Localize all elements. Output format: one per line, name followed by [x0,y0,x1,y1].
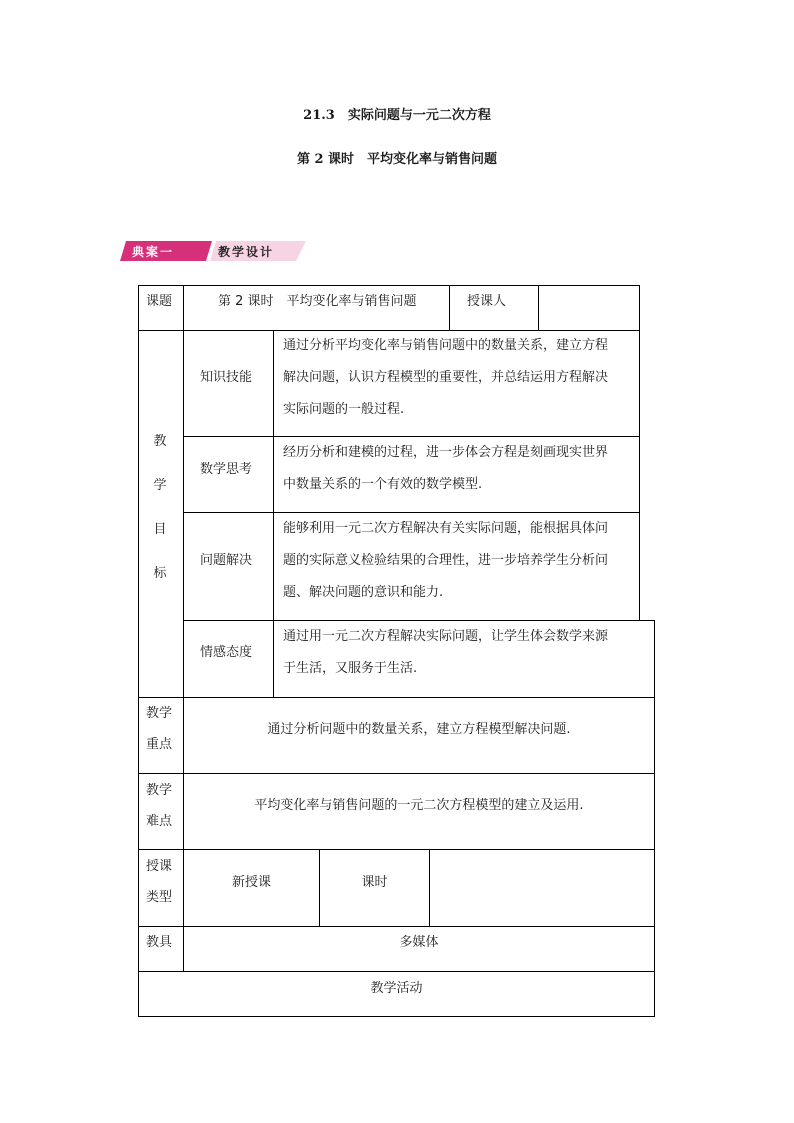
goal-attitude-line: 通过用一元二次方程解决实际问题，让学生体会数学来源 [283,629,609,644]
hours-label: 课时 [361,875,388,890]
document-subtitle: 第 2 课时 平均变化率与销售问题 [296,152,498,167]
teacher-label: 授课人 [467,294,507,309]
section-banner [120,240,310,262]
goals-label-4: 标 [153,566,167,581]
goal-thinking-line: 经历分析和建模的过程，进一步体会方程是刻画现实世界 [283,445,609,460]
difficulty-value: 平均变化率与销售问题的一元二次方程模型的建立及运用. [254,798,584,813]
document-title: 21.3 实际问题与一元二次方程 [303,108,491,123]
goal-knowledge-line: 实际问题的一般过程. [283,402,405,417]
type-value: 新授课 [231,875,271,890]
goal-thinking-label: 数学思考 [200,462,253,477]
difficulty-label-2: 难点 [146,814,173,829]
difficulty-label-1: 教学 [146,783,173,798]
goal-solving-line: 题、解决问题的意识和能力. [283,585,444,600]
goal-attitude-label: 情感态度 [200,645,253,660]
goal-solving-line: 题的实际意义检验结果的合理性，进一步培养学生分析问 [283,553,609,568]
goal-knowledge-line: 通过分析平均变化率与销售问题中的数量关系，建立方程 [283,338,609,353]
tools-label: 教具 [146,935,173,950]
goals-label-3: 目 [153,522,167,537]
key-label-2: 重点 [146,737,173,752]
type-label-1: 授课 [146,859,173,874]
tools-value: 多媒体 [399,935,439,950]
type-label-2: 类型 [146,890,173,905]
banner-tag: 典案一 [132,245,175,259]
key-label-1: 教学 [146,706,173,721]
activity-label: 教学活动 [370,981,423,996]
topic-value: 第 2 课时 平均变化率与销售问题 [218,294,417,309]
goal-solving-line: 能够利用一元二次方程解决有关实际问题，能根据具体问 [283,521,609,536]
goal-knowledge-line: 解决问题，认识方程模型的重要性，并总结运用方程解决 [283,370,609,385]
goal-thinking-line: 中数量关系的一个有效的数学模型. [283,477,483,492]
goals-label-1: 教 [153,434,167,449]
topic-label: 课题 [146,294,173,309]
goal-solving-label: 问题解决 [200,553,253,568]
goals-label-2: 学 [153,478,167,493]
goal-attitude-line: 于生活，又服务于生活. [283,661,418,676]
banner-label: 教学设计 [218,245,275,259]
goal-knowledge-label: 知识技能 [200,370,253,385]
key-value: 通过分析问题中的数量关系，建立方程模型解决问题. [267,722,571,737]
